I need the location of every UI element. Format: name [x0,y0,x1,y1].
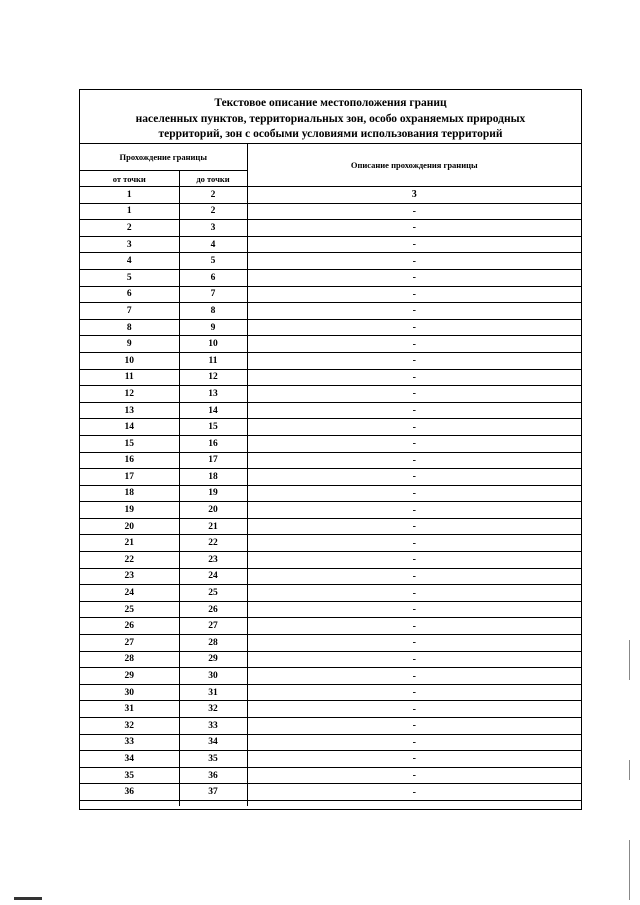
column-number-row [80,187,581,204]
description-cell: - [247,253,581,270]
description-cell: - [247,502,581,519]
to-point-cell: 7 [179,286,247,303]
table-row [80,452,581,469]
table-row [80,352,581,369]
to-point-cell: 10 [179,336,247,353]
to-point-cell: 27 [179,618,247,635]
description-cell: - [247,203,581,220]
from-point-cell: 31 [80,701,179,718]
table-row [80,269,581,286]
to-point-cell: 34 [179,734,247,751]
to-point-cell: 23 [179,552,247,569]
description-cell: - [247,751,581,768]
table-row [80,253,581,270]
from-point-cell: 13 [80,402,179,419]
to-point-cell: 22 [179,535,247,552]
from-point-cell: 11 [80,369,179,386]
description-cell: - [247,352,581,369]
to-point-cell: 37 [179,784,247,801]
to-point-cell: 21 [179,518,247,535]
to-point-cell: 28 [179,635,247,652]
to-point-cell: 29 [179,651,247,668]
to-point-cell: 2 [179,203,247,220]
description-cell: - [247,518,581,535]
column-number: 2 [179,187,247,204]
description-cell: - [247,386,581,403]
column-number: 3 [247,187,581,204]
table-row [80,751,581,768]
description-cell: - [247,303,581,320]
table-row [80,203,581,220]
description-cell: - [247,269,581,286]
to-point-cell: 36 [179,767,247,784]
to-point-cell: 25 [179,585,247,602]
from-point-cell: 14 [80,419,179,436]
table-row [80,303,581,320]
description-cell: - [247,485,581,502]
from-point-cell: 36 [80,784,179,801]
to-point-cell: 19 [179,485,247,502]
from-point-cell: 28 [80,651,179,668]
table-row [80,435,581,452]
from-point-cell: 17 [80,469,179,486]
table-row [80,336,581,353]
to-point-cell: 3 [179,220,247,237]
header-description: Описание прохождения границы [247,144,581,187]
table-row [80,535,581,552]
from-point-cell: 5 [80,269,179,286]
description-cell: - [247,585,581,602]
from-point-cell: 34 [80,751,179,768]
scan-artifact [629,760,630,780]
description-cell: - [247,767,581,784]
table-row [80,651,581,668]
header-from-point: от точки [80,171,179,187]
to-point-cell: 17 [179,452,247,469]
scan-artifact [629,840,630,900]
to-point-cell: 6 [179,269,247,286]
from-point-cell: 32 [80,718,179,735]
header-passage: Прохождение границы [80,144,247,171]
from-point-cell: 35 [80,767,179,784]
table-row [80,784,581,801]
from-point-cell: 6 [80,286,179,303]
from-point-cell: 15 [80,435,179,452]
from-point-cell: 19 [80,502,179,519]
description-cell: - [247,336,581,353]
description-cell: - [247,651,581,668]
to-point-cell: 26 [179,601,247,618]
table-row [80,220,581,237]
from-point-cell: 7 [80,303,179,320]
from-point-cell: 12 [80,386,179,403]
from-point-cell: 29 [80,668,179,685]
to-point-cell: 12 [179,369,247,386]
empty-cell [247,800,581,806]
title-line: населенных пунктов, территориальных зон, особо охраняемых природных [135,112,526,125]
table-row [80,668,581,685]
description-cell: - [247,369,581,386]
from-point-cell: 10 [80,352,179,369]
description-cell: - [247,286,581,303]
description-cell: - [247,535,581,552]
description-cell: - [247,469,581,486]
from-point-cell: 9 [80,336,179,353]
table-row [80,552,581,569]
table-row [80,767,581,784]
description-cell: - [247,236,581,253]
description-cell: - [247,419,581,436]
from-point-cell: 24 [80,585,179,602]
from-point-cell: 26 [80,618,179,635]
table-row [80,601,581,618]
table-row [80,469,581,486]
table-row [80,502,581,519]
scan-artifact [629,640,630,680]
description-cell: - [247,635,581,652]
description-cell: - [247,552,581,569]
to-point-cell: 15 [179,419,247,436]
to-point-cell: 35 [179,751,247,768]
table-row [80,236,581,253]
to-point-cell: 18 [179,469,247,486]
table-tail-row [80,800,581,806]
description-cell: - [247,435,581,452]
to-point-cell: 5 [179,253,247,270]
to-point-cell: 20 [179,502,247,519]
description-cell: - [247,718,581,735]
to-point-cell: 11 [179,352,247,369]
table-row [80,319,581,336]
description-cell: - [247,220,581,237]
table-row [80,718,581,735]
description-cell: - [247,452,581,469]
to-point-cell: 9 [179,319,247,336]
table-header-row [80,144,581,171]
table-row [80,701,581,718]
from-point-cell: 30 [80,684,179,701]
table-row [80,585,581,602]
to-point-cell: 30 [179,668,247,685]
to-point-cell: 14 [179,402,247,419]
from-point-cell: 21 [80,535,179,552]
boundary-table [80,144,581,806]
description-cell: - [247,568,581,585]
table-row [80,369,581,386]
to-point-cell: 8 [179,303,247,320]
empty-cell [80,800,179,806]
description-cell: - [247,684,581,701]
to-point-cell: 31 [179,684,247,701]
scan-artifact [14,897,42,900]
to-point-cell: 4 [179,236,247,253]
from-point-cell: 25 [80,601,179,618]
description-cell: - [247,701,581,718]
table-row [80,485,581,502]
table-row [80,568,581,585]
from-point-cell: 18 [80,485,179,502]
from-point-cell: 27 [80,635,179,652]
table-row [80,734,581,751]
title-line: территорий, зон с особыми условиями использования территорий [158,128,503,140]
table-row [80,518,581,535]
table-row [80,286,581,303]
from-point-cell: 20 [80,518,179,535]
table-row [80,419,581,436]
document-title [80,90,581,144]
from-point-cell: 2 [80,220,179,237]
empty-cell [179,800,247,806]
to-point-cell: 32 [179,701,247,718]
table-row [80,402,581,419]
from-point-cell: 23 [80,568,179,585]
from-point-cell: 8 [80,319,179,336]
from-point-cell: 3 [80,236,179,253]
to-point-cell: 16 [179,435,247,452]
to-point-cell: 24 [179,568,247,585]
document-frame [79,89,582,810]
from-point-cell: 1 [80,203,179,220]
to-point-cell: 33 [179,718,247,735]
column-number: 1 [80,187,179,204]
from-point-cell: 16 [80,452,179,469]
description-cell: - [247,734,581,751]
title-line: Текстовое описание местоположения границ [214,97,447,109]
header-to-point: до точки [179,171,247,187]
description-cell: - [247,402,581,419]
from-point-cell: 4 [80,253,179,270]
from-point-cell: 33 [80,734,179,751]
table-row [80,618,581,635]
description-cell: - [247,319,581,336]
table-row [80,386,581,403]
description-cell: - [247,784,581,801]
description-cell: - [247,668,581,685]
table-row [80,635,581,652]
table-row [80,684,581,701]
description-cell: - [247,618,581,635]
description-cell: - [247,601,581,618]
to-point-cell: 13 [179,386,247,403]
from-point-cell: 22 [80,552,179,569]
